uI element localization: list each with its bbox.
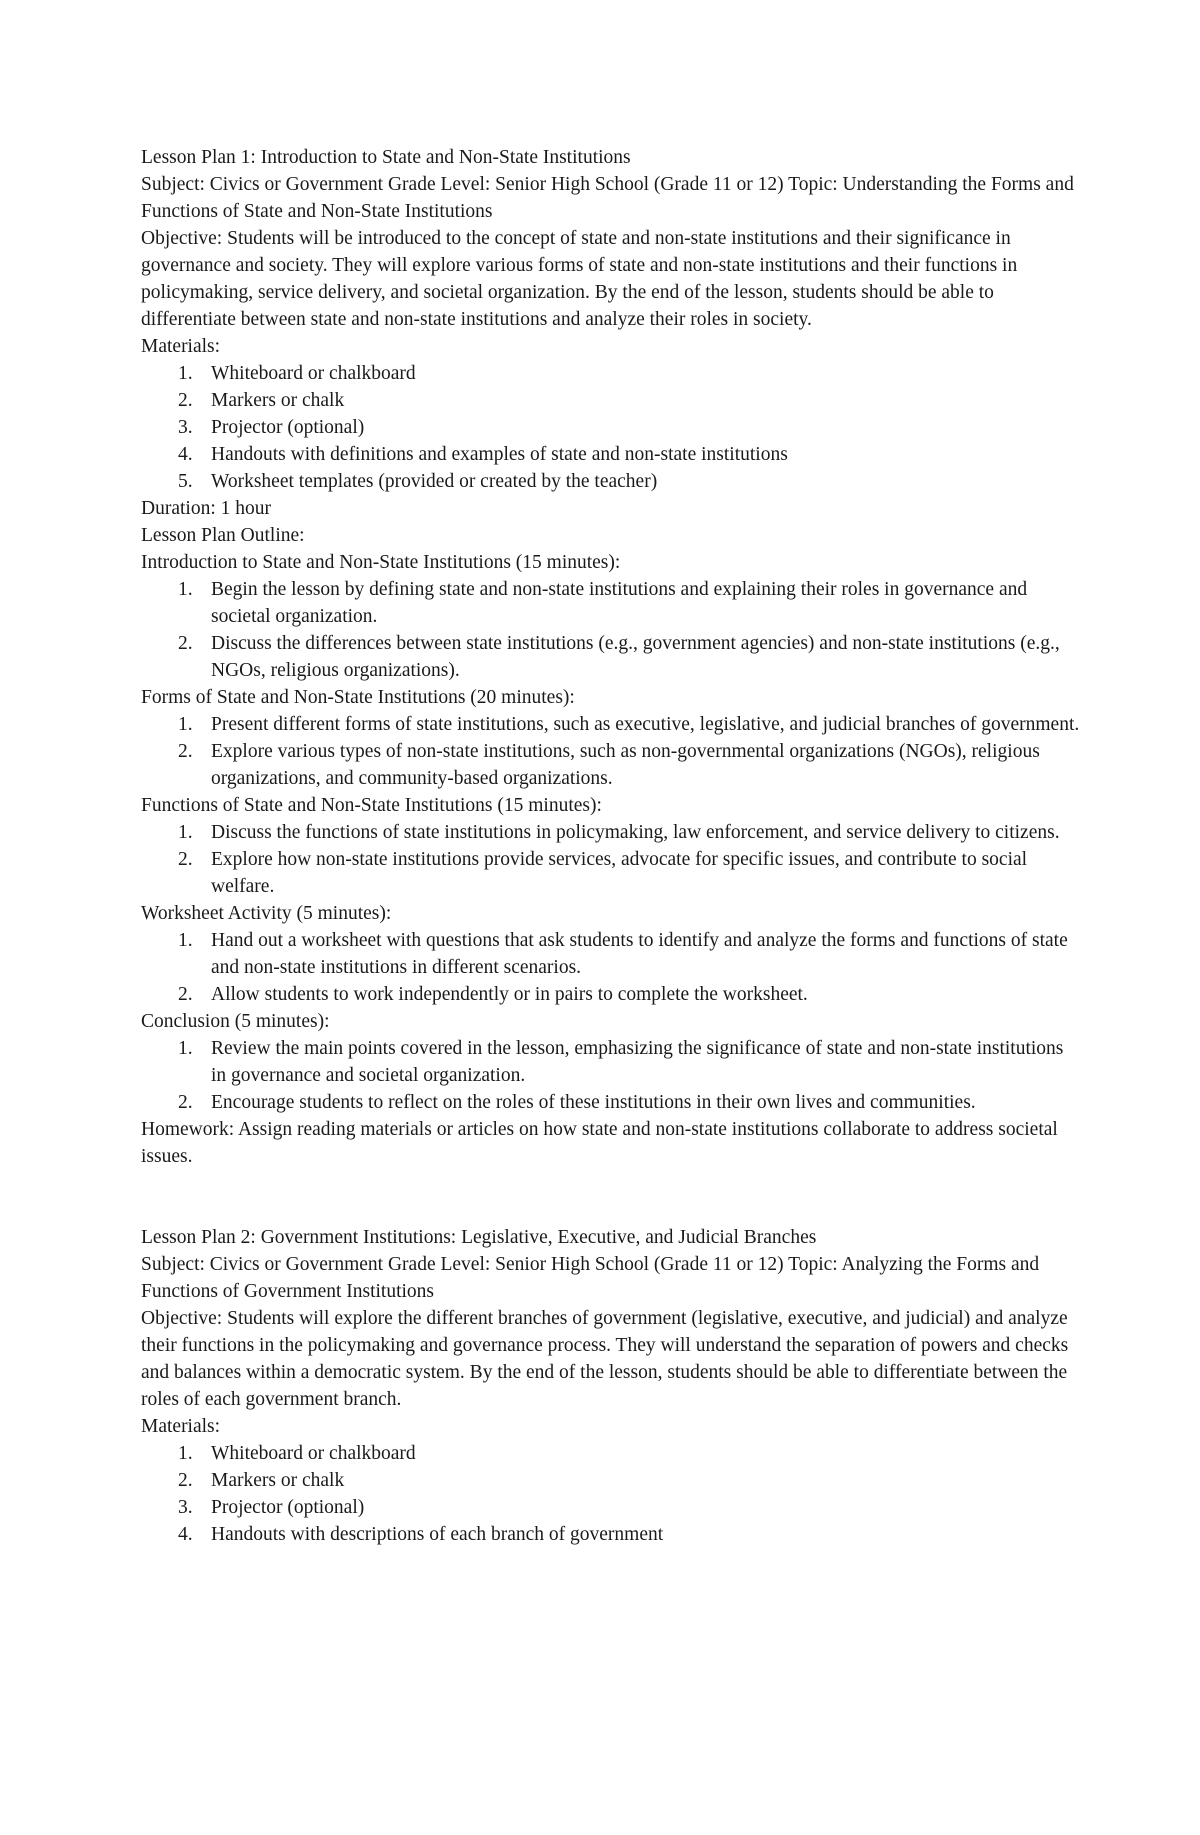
list-text: Present different forms of state institutions, such as executive, legislative, and judicial branches of government. — [211, 714, 1080, 735]
list-number: 2. — [178, 633, 193, 654]
list-item — [141, 360, 1081, 387]
list-number: 4. — [178, 444, 193, 465]
lesson1-title: Lesson Plan 1: Introduction to State and Non-State Institutions — [141, 147, 631, 168]
list-text: Explore how non-state institutions provide services, advocate for specific issues, and contribute to social welfare. — [211, 849, 1028, 897]
lesson1-homework: Homework: Assign reading materials or articles on how state and non-state institutions collaborate to address societal issues. — [141, 1119, 1058, 1167]
list-number: 3. — [178, 417, 193, 438]
section-list — [141, 576, 1081, 684]
list-text: Markers or chalk — [211, 1470, 345, 1491]
list-item — [141, 414, 1081, 441]
list-number: 5. — [178, 471, 193, 492]
list-item — [141, 738, 1081, 792]
list-item — [141, 468, 1081, 495]
list-number: 4. — [178, 1524, 193, 1545]
list-number: 2. — [178, 741, 193, 762]
lesson1-duration: Duration: 1 hour — [141, 498, 271, 519]
section-heading: Conclusion (5 minutes): — [141, 1011, 330, 1032]
lesson-plan-1 — [141, 144, 1081, 1170]
section-list — [141, 1035, 1081, 1116]
lesson1-objective: Objective: Students will be introduced to the concept of state and non-state institutions and their significance in governance and society. They will explore various forms of state and non-state institutions and their functions in policymaking, service delivery, and societal organization. By the end of the lesson, students should be able to differentiate between state and non-state institutions and analyze their roles in society. — [141, 228, 1018, 330]
section-heading: Worksheet Activity (5 minutes): — [141, 903, 392, 924]
list-item — [141, 711, 1081, 738]
list-number: 2. — [178, 984, 193, 1005]
list-number: 2. — [178, 849, 193, 870]
list-item — [141, 1035, 1081, 1089]
list-item — [141, 1467, 1081, 1494]
list-text: Explore various types of non-state institutions, such as non-governmental organizations (NGOs), religious organizations, and community-based organizations. — [211, 741, 1040, 789]
list-item — [141, 576, 1081, 630]
list-item — [141, 630, 1081, 684]
section-spacer — [141, 1170, 1081, 1224]
list-item — [141, 387, 1081, 414]
list-text: Begin the lesson by defining state and non-state institutions and explaining their roles in governance and societal organization. — [211, 579, 1028, 627]
list-text: Discuss the differences between state institutions (e.g., government agencies) and non-state institutions (e.g., NGOs, religious organizations). — [211, 633, 1060, 681]
list-text: Projector (optional) — [211, 1497, 365, 1518]
lesson2-objective: Objective: Students will explore the different branches of government (legislative, executive, and judicial) and analyze their functions in the policymaking and governance process. They will understand the separation of powers and checks and balances within a democratic system. By the end of the lesson, students should be able to differentiate between the roles of each government branch. — [141, 1308, 1069, 1410]
section-list — [141, 819, 1081, 900]
section-heading: Forms of State and Non-State Institutions (20 minutes): — [141, 687, 575, 708]
lesson-plan-2 — [141, 1224, 1081, 1548]
list-number: 2. — [178, 1470, 193, 1491]
list-number: 1. — [178, 930, 193, 951]
list-number: 1. — [178, 1038, 193, 1059]
list-item — [141, 981, 1081, 1008]
section-list — [141, 927, 1081, 1008]
list-text: Projector (optional) — [211, 417, 365, 438]
list-number: 1. — [178, 579, 193, 600]
lesson1-subject-line: Subject: Civics or Government Grade Level: Senior High School (Grade 11 or 12) Topic: Understanding the Forms and Functions of State and Non-State Institutions — [141, 174, 1074, 222]
list-text: Encourage students to reflect on the roles of these institutions in their own lives and communities. — [211, 1092, 976, 1113]
list-text: Hand out a worksheet with questions that ask students to identify and analyze the forms and functions of state and non-state institutions in different scenarios. — [211, 930, 1068, 978]
list-item — [141, 927, 1081, 981]
lesson2-materials-heading: Materials: — [141, 1416, 221, 1437]
list-text: Worksheet templates (provided or created by the teacher) — [211, 471, 658, 492]
section-heading: Introduction to State and Non-State Institutions (15 minutes): — [141, 552, 621, 573]
list-text: Review the main points covered in the lesson, emphasizing the significance of state and non-state institutions in governance and societal organization. — [211, 1038, 1064, 1086]
list-text: Handouts with definitions and examples of state and non-state institutions — [211, 444, 788, 465]
list-item — [141, 846, 1081, 900]
list-number: 2. — [178, 390, 193, 411]
lesson1-materials-list — [141, 360, 1081, 495]
list-number: 3. — [178, 1497, 193, 1518]
lesson2-materials-list — [141, 1440, 1081, 1548]
list-item — [141, 1089, 1081, 1116]
section-list — [141, 711, 1081, 792]
lesson2-subject-line: Subject: Civics or Government Grade Level: Senior High School (Grade 11 or 12) Topic: Analyzing the Forms and Functions of Government Institutions — [141, 1254, 1040, 1302]
list-text: Markers or chalk — [211, 390, 345, 411]
list-text: Whiteboard or chalkboard — [211, 1443, 416, 1464]
list-text: Allow students to work independently or in pairs to complete the worksheet. — [211, 984, 808, 1005]
list-number: 2. — [178, 1092, 193, 1113]
list-text: Handouts with descriptions of each branch of government — [211, 1524, 664, 1545]
list-number: 1. — [178, 822, 193, 843]
list-number: 1. — [178, 714, 193, 735]
list-item — [141, 1440, 1081, 1467]
section-heading: Functions of State and Non-State Institutions (15 minutes): — [141, 795, 602, 816]
list-text: Discuss the functions of state institutions in policymaking, law enforcement, and service delivery to citizens. — [211, 822, 1060, 843]
lesson2-title: Lesson Plan 2: Government Institutions: Legislative, Executive, and Judicial Branches — [141, 1227, 817, 1248]
list-text: Whiteboard or chalkboard — [211, 363, 416, 384]
list-item — [141, 1494, 1081, 1521]
lesson1-outline-heading: Lesson Plan Outline: — [141, 525, 305, 546]
list-number: 1. — [178, 1443, 193, 1464]
list-item — [141, 441, 1081, 468]
lesson1-materials-heading: Materials: — [141, 336, 221, 357]
document-page — [141, 144, 1081, 1548]
list-item — [141, 1521, 1081, 1548]
list-number: 1. — [178, 363, 193, 384]
list-item — [141, 819, 1081, 846]
